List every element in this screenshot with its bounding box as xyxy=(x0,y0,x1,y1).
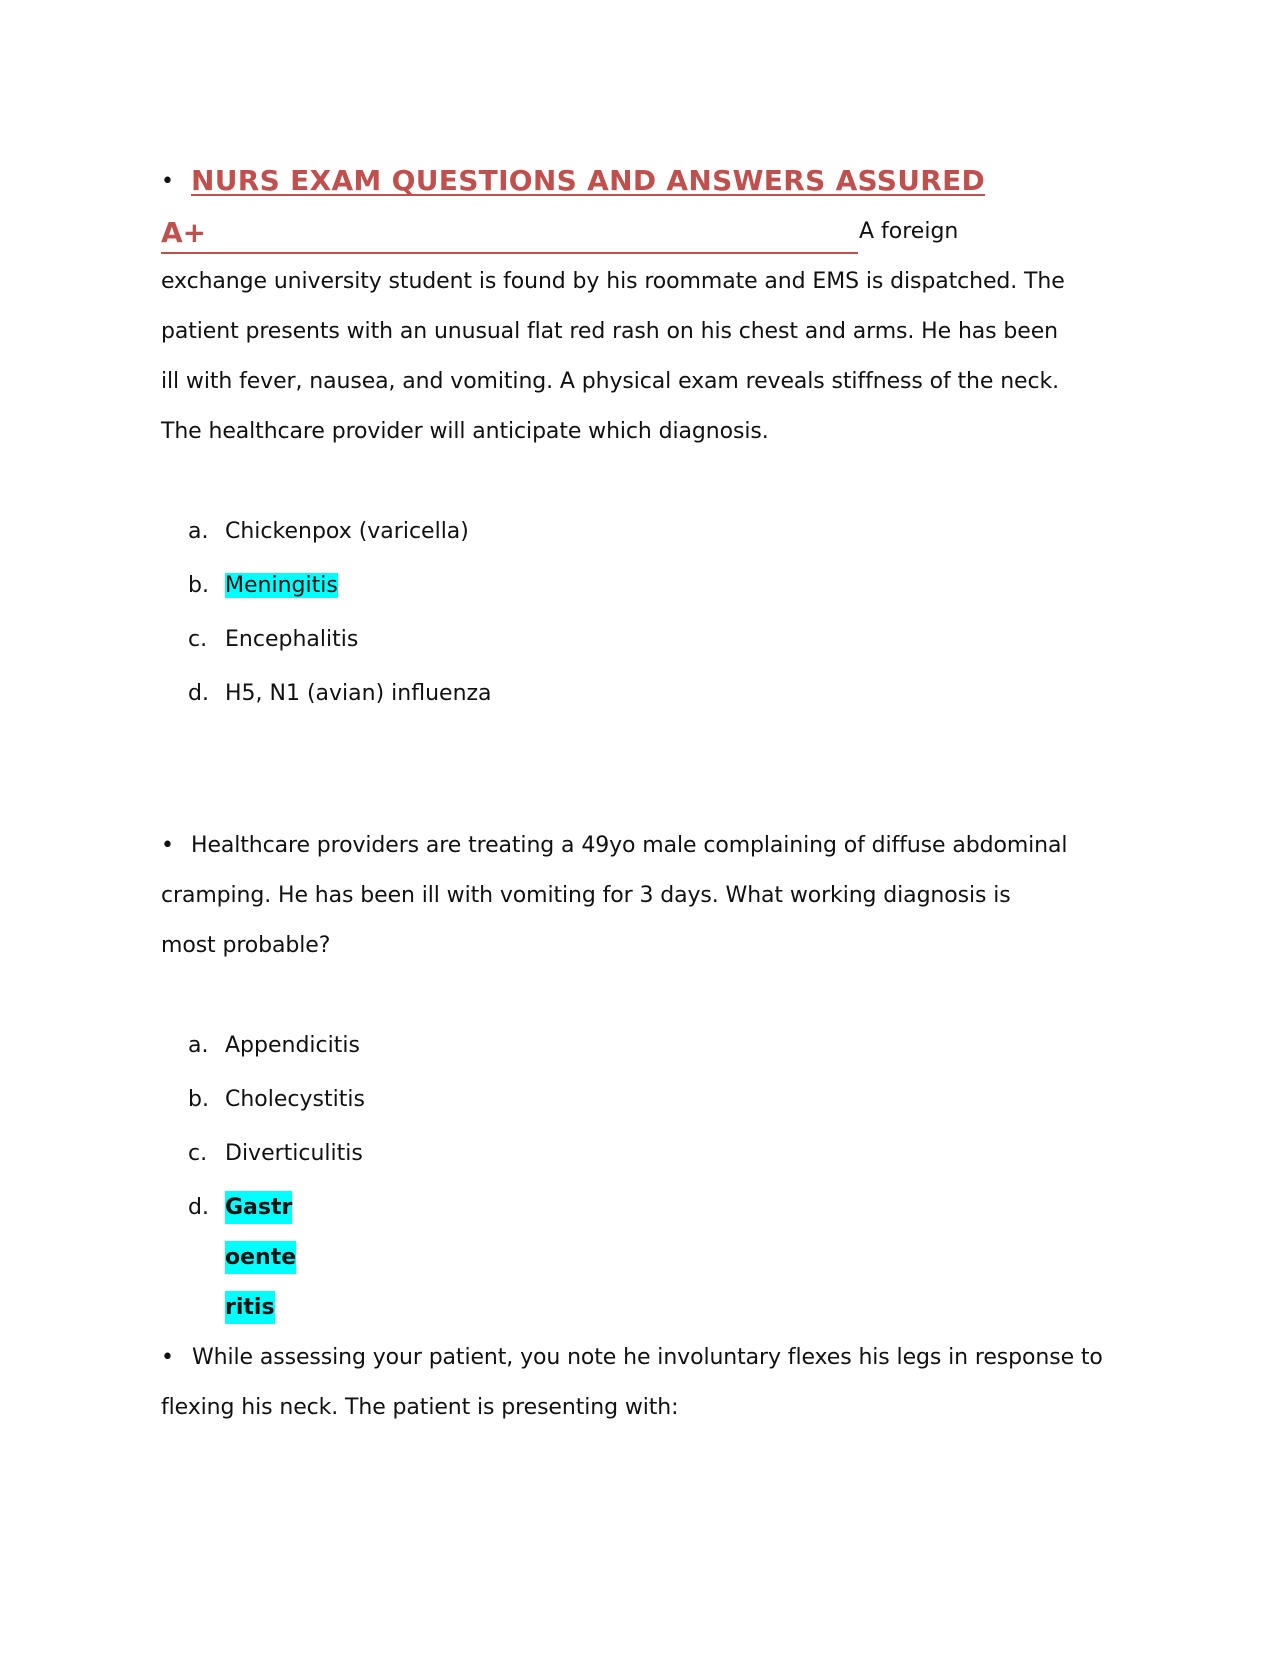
q1-option-a: Chickenpox (varicella) xyxy=(225,519,469,544)
question-3-line: flexing his neck. The patient is presenting with: xyxy=(161,1395,679,1420)
question-1-line: patient presents with an unusual flat red rash on his chest and arms. He has been xyxy=(161,319,1059,344)
q2-option-d-letter: d. xyxy=(188,1195,209,1220)
q1-option-b-letter: b. xyxy=(188,573,209,598)
question-1-line: The healthcare provider will anticipate which diagnosis. xyxy=(161,419,769,444)
question-3-bullet: • xyxy=(161,1345,174,1370)
title-bullet: • xyxy=(161,169,174,194)
q2-option-a-letter: a. xyxy=(188,1033,209,1058)
q2-option-b-letter: b. xyxy=(188,1087,209,1112)
q1-option-d-letter: d. xyxy=(188,681,209,706)
question-1-line: ill with fever, nausea, and vomiting. A physical exam reveals stiffness of the neck. xyxy=(161,369,1060,394)
highlighted-answer-part: oente xyxy=(225,1241,296,1274)
question-2-bullet: • xyxy=(161,833,174,858)
question-2-line: cramping. He has been ill with vomiting for 3 days. What working diagnosis is xyxy=(161,883,1011,908)
question-1-lead: A foreign xyxy=(859,219,959,244)
q2-option-d-answer xyxy=(225,1294,275,1322)
document-title-continued xyxy=(161,216,858,254)
q1-option-c: Encephalitis xyxy=(225,627,359,652)
question-3-line: While assessing your patient, you note he involuntary flexes his legs in response to xyxy=(192,1345,1103,1370)
question-2-line: most probable? xyxy=(161,933,331,958)
q1-option-d: H5, N1 (avian) influenza xyxy=(225,681,492,706)
highlighted-answer-part: Gastr xyxy=(225,1191,292,1224)
q2-option-c: Diverticulitis xyxy=(225,1141,363,1166)
q1-option-b-answer xyxy=(225,572,338,600)
highlighted-answer: Meningitis xyxy=(225,573,338,598)
q2-option-d-answer xyxy=(225,1244,296,1272)
q1-option-c-letter: c. xyxy=(188,627,208,652)
document-title: NURS EXAM QUESTIONS AND ANSWERS ASSURED xyxy=(191,164,986,197)
title-grade: A+ xyxy=(161,216,207,249)
question-2-line: Healthcare providers are treating a 49yo male complaining of diffuse abdominal xyxy=(191,833,1068,858)
q1-option-a-letter: a. xyxy=(188,519,209,544)
q2-option-b: Cholecystitis xyxy=(225,1087,365,1112)
q2-option-d-answer xyxy=(225,1194,292,1222)
q2-option-c-letter: c. xyxy=(188,1141,208,1166)
question-1-line: exchange university student is found by his roommate and EMS is dispatched. The xyxy=(161,269,1065,294)
q2-option-a: Appendicitis xyxy=(225,1033,360,1058)
highlighted-answer-part: ritis xyxy=(225,1291,275,1324)
